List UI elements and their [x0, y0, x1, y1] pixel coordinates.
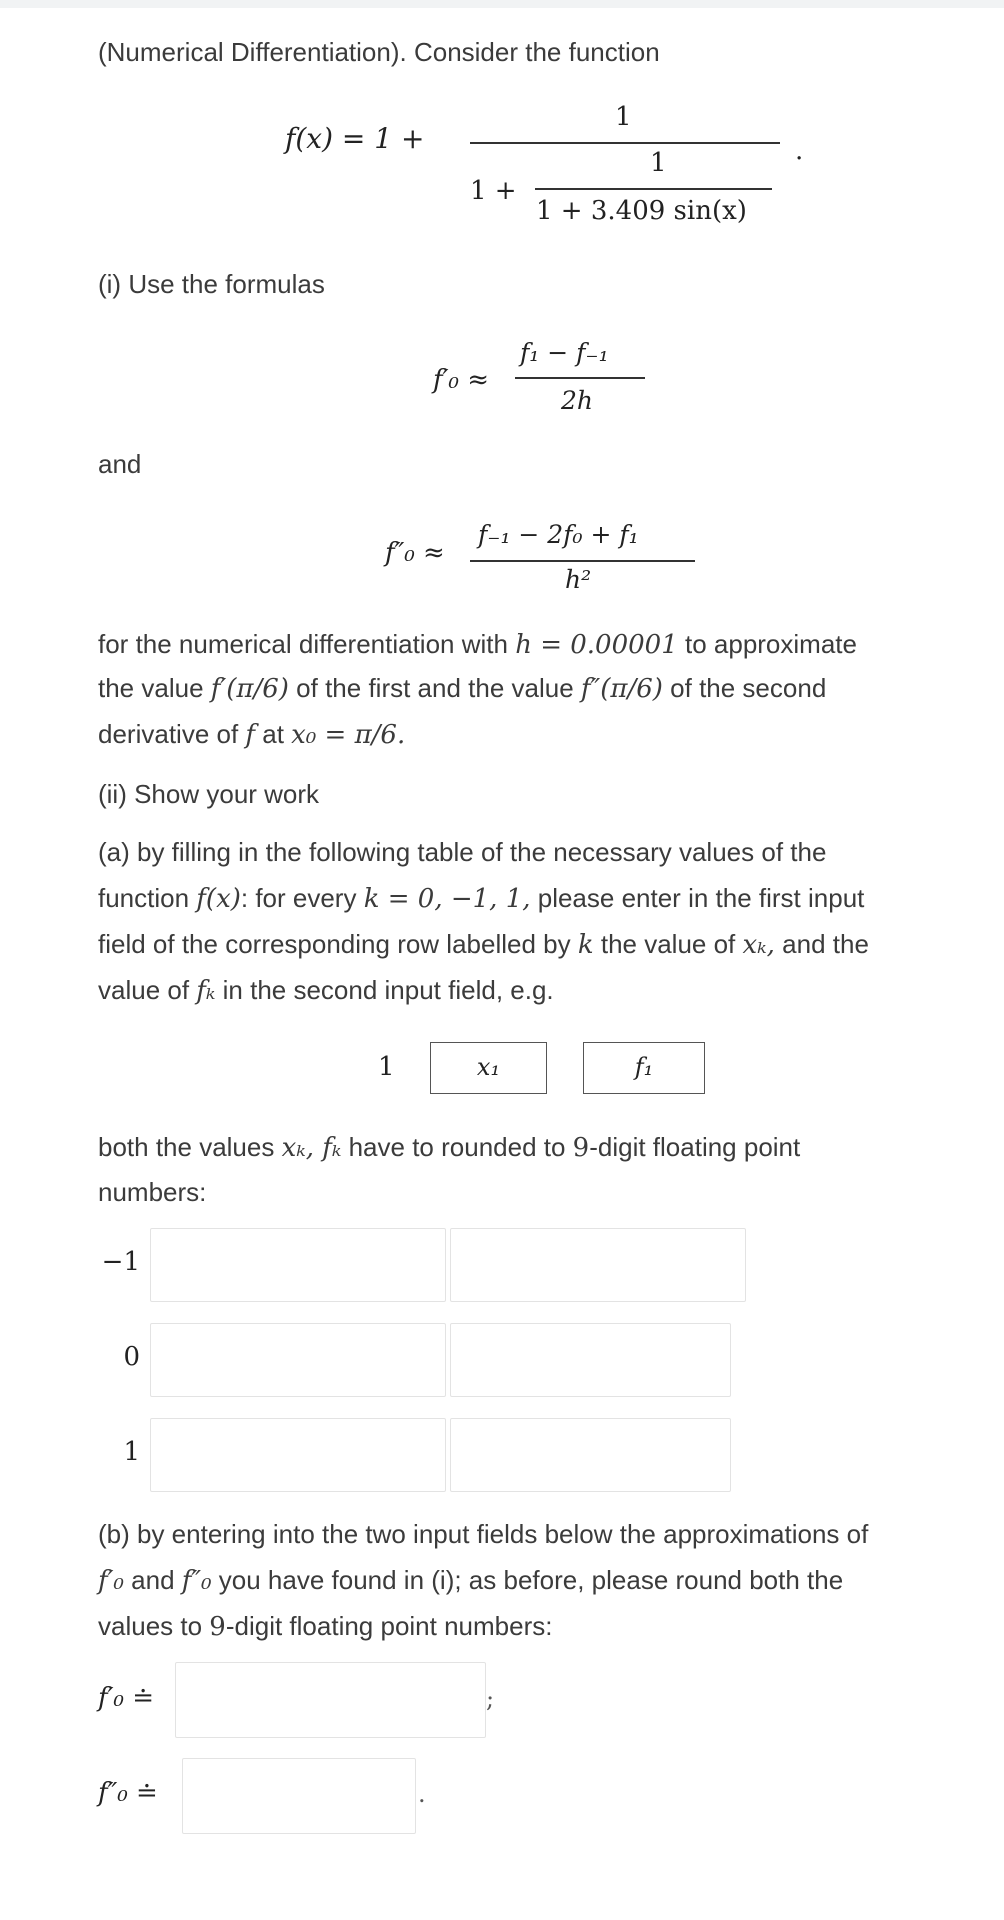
top-bar	[0, 0, 1004, 8]
formula1-numerator: f₁ − f₋₁	[520, 338, 609, 367]
formula2-fraction-bar	[470, 560, 695, 562]
x-input-row-0[interactable]	[150, 1323, 446, 1397]
part-a-line1: (a) by filling in the following table of the necessary values of the	[98, 837, 827, 867]
answer-first-label: f′₀ ≐	[98, 1683, 154, 1713]
formula2-lhs: f″₀ ≈	[385, 538, 445, 568]
f-input-row-0[interactable]	[450, 1323, 731, 1397]
rounding-note-line1: both the values xₖ, fₖ have to rounded to 9-digit floating point	[98, 1132, 801, 1163]
part-b-line1: (b) by entering into the two input fields below the approximations of	[98, 1519, 869, 1549]
formula2-numerator: f₋₁ − 2f₀ + f₁	[478, 520, 639, 549]
answer-second-end: .	[418, 1780, 426, 1808]
rounding-note-line2: numbers:	[98, 1177, 207, 1207]
second-derivative-input[interactable]	[182, 1758, 416, 1834]
function-inner-fraction-bar	[535, 188, 772, 190]
function-inner-numerator: 1	[650, 148, 667, 178]
x-input-row-minus1[interactable]	[150, 1228, 446, 1302]
example-x-box: x₁	[430, 1042, 547, 1094]
function-end: .	[795, 136, 804, 166]
function-lhs: f(x) = 1 +	[285, 122, 425, 155]
formula1-lhs: f′₀ ≈	[433, 365, 489, 395]
part-b-line3: values to 9-digit floating point numbers:	[98, 1611, 553, 1642]
part-a-line3: field of the corresponding row labelled by k the value of xₖ, and the	[98, 929, 869, 960]
answer-first-end: ;	[486, 1685, 495, 1713]
function-inner-denominator: 1 + 3.409 sin(x)	[536, 196, 747, 226]
row-k-label: 1	[123, 1437, 140, 1467]
paragraph1-line1: for the numerical differentiation with h = 0.00001 to approximate	[98, 629, 857, 660]
row-k-label: 0	[123, 1342, 140, 1372]
part-b-line2: f′₀ and f″₀ you have found in (i); as before, please round both the	[98, 1565, 844, 1596]
f-input-row-1[interactable]	[450, 1418, 731, 1492]
part-a-line2: function f(x): for every k = 0, −1, 1, please enter in the first input	[98, 883, 865, 914]
formula1-denominator: 2h	[561, 386, 594, 415]
part-i-label: (i) Use the formulas	[98, 269, 325, 299]
row-k-label: −1	[101, 1247, 140, 1277]
formula1-fraction-bar	[515, 377, 645, 379]
and-text: and	[98, 449, 142, 479]
part-a-line4: value of fₖ in the second input field, e.g.	[98, 975, 554, 1006]
example-k: 1	[378, 1052, 395, 1082]
first-derivative-input[interactable]	[175, 1662, 486, 1738]
function-fraction-bar	[470, 142, 780, 144]
paragraph1-line3: derivative of f at x₀ = π/6.	[98, 719, 406, 750]
function-inner-prefix: 1 +	[470, 176, 517, 206]
formula2-denominator: h²	[565, 565, 592, 594]
paragraph1-line2: the value f′(π/6) of the first and the value f″(π/6) of the second	[98, 673, 827, 704]
f-input-row-minus1[interactable]	[450, 1228, 746, 1302]
answer-second-label: f″₀ ≐	[98, 1778, 158, 1808]
problem-title: (Numerical Differentiation). Consider the function	[98, 37, 660, 67]
function-numerator: 1	[615, 102, 632, 132]
x-input-row-1[interactable]	[150, 1418, 446, 1492]
part-ii-label: (ii) Show your work	[98, 779, 320, 809]
example-f-box: f₁	[583, 1042, 705, 1094]
